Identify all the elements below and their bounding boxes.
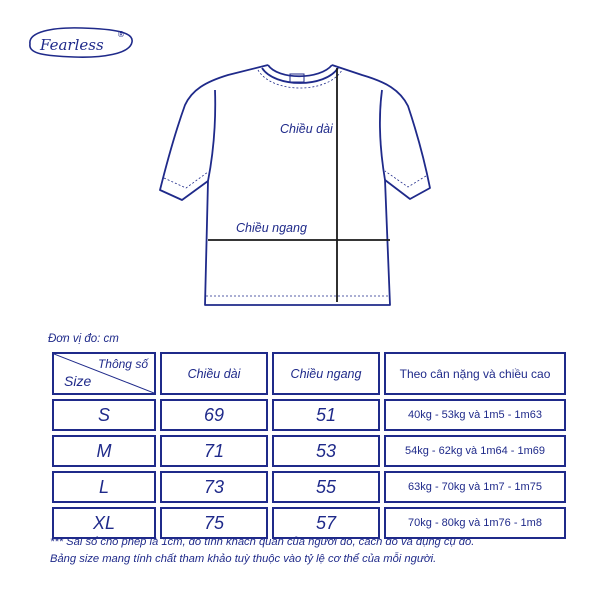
header-fit: Theo cân nặng và chiều cao — [384, 352, 566, 395]
header-width: Chiều ngang — [272, 352, 380, 395]
corner-cell — [52, 352, 156, 395]
size-cell: XL — [52, 507, 156, 539]
length-cell: 69 — [160, 399, 268, 431]
logo-text: Fearless — [40, 36, 104, 54]
table-row — [52, 471, 566, 503]
corner-top-label: Thông số — [97, 357, 148, 371]
table-row — [52, 399, 566, 431]
fit-cell: 63kg - 70kg và 1m7 - 1m75 — [384, 471, 566, 503]
table-header-row — [52, 352, 566, 395]
width-cell: 55 — [272, 471, 380, 503]
size-cell: S — [52, 399, 156, 431]
logo-registered-mark: ® — [117, 30, 125, 39]
corner-bottom-label: Size — [64, 373, 92, 389]
tshirt-diagram — [150, 50, 450, 320]
fit-cell: 40kg - 53kg và 1m5 - 1m63 — [384, 399, 566, 431]
size-cell: M — [52, 435, 156, 467]
length-cell: 71 — [160, 435, 268, 467]
width-label: Chiều ngang — [236, 221, 307, 235]
size-cell: L — [52, 471, 156, 503]
length-cell: 75 — [160, 507, 268, 539]
fit-cell: 54kg - 62kg và 1m64 - 1m69 — [384, 435, 566, 467]
size-table — [48, 348, 570, 543]
width-cell: 57 — [272, 507, 380, 539]
footnote — [50, 534, 570, 568]
header-length: Chiều dài — [160, 352, 268, 395]
footnote-line-1: *** Sai số cho phép là 1cm, do tính khách quan của người đo, cách đo và dụng cụ đo. — [50, 536, 475, 548]
table-row — [52, 435, 566, 467]
width-cell: 53 — [272, 435, 380, 467]
unit-label: Đơn vị đo: cm — [48, 333, 119, 345]
length-label: Chiều dài — [280, 122, 333, 136]
brand-logo — [22, 22, 137, 62]
footnote-line-2: Bảng size mang tính chất tham khảo tuỳ thuộc vào tỷ lệ cơ thể của mỗi người. — [50, 553, 437, 565]
width-cell: 51 — [272, 399, 380, 431]
length-cell: 73 — [160, 471, 268, 503]
fit-cell: 70kg - 80kg và 1m76 - 1m8 — [384, 507, 566, 539]
